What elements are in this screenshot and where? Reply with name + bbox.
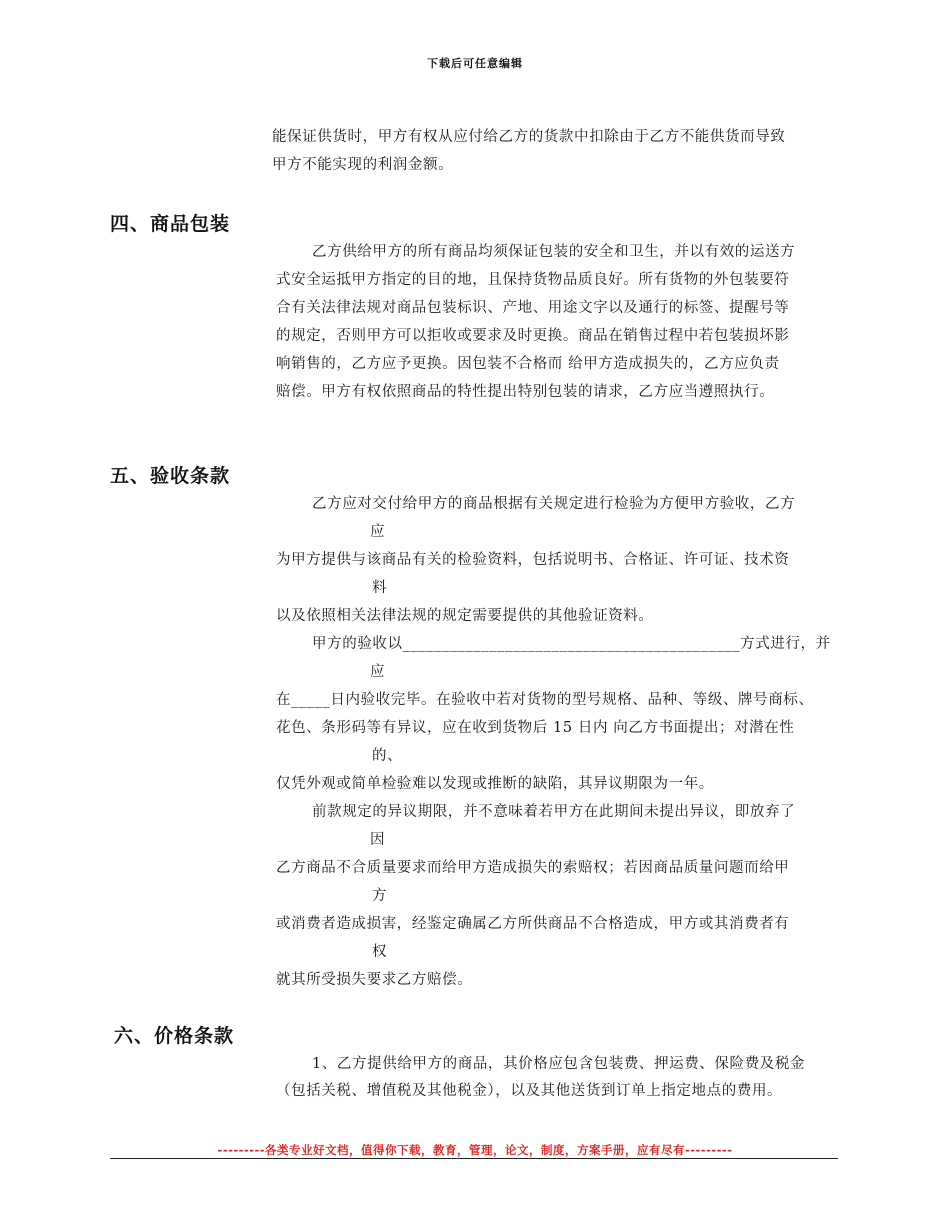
packaging-line: 响销售的，乙方应予更换。因包装不合格而 给甲方造成损失的，乙方应负责 — [276, 356, 780, 372]
packaging-line: 乙方供给甲方的所有商品均须保证包装的安全和卫生，并以有效的运送方 — [312, 244, 796, 260]
intro-line-1: 能保证供货时，甲方有权从应付给乙方的货款中扣除由于乙方不能供货而导致 — [272, 129, 786, 145]
acceptance-line: 料 — [372, 580, 388, 596]
acceptance-line: 甲方的验收以___________________________________________方式进行，并 — [312, 636, 831, 652]
acceptance-line: 花色、条形码等有异议，应在收到货物后 15 日内 向乙方书面提出；对潜在性 — [276, 720, 795, 736]
acceptance-line: 乙方应对交付给甲方的商品根据有关规定进行检验为方便甲方验收，乙方 — [312, 496, 796, 512]
packaging-line: 赔偿。甲方有权依照商品的特性提出特别包装的请求，乙方应当遵照执行。 — [276, 384, 775, 400]
acceptance-line: 方 — [372, 888, 388, 904]
acceptance-line: 因 — [370, 832, 386, 848]
acceptance-line: 或消费者造成损害，经鉴定确属乙方所供商品不合格造成，甲方或其消费者有 — [276, 916, 790, 932]
acceptance-line: 前款规定的异议期限，并不意味着若甲方在此期间未提出异议，即放弃了 — [312, 804, 796, 820]
section-heading-packaging: 四、商品包装 — [110, 213, 231, 235]
acceptance-line: 的、 — [372, 748, 403, 764]
acceptance-line: 权 — [372, 944, 388, 960]
acceptance-line: 为甲方提供与该商品有关的检验资料，包括说明书、合格证、许可证、技术资 — [276, 552, 790, 568]
acceptance-line: 在_____日内验收完毕。在验收中若对货物的型号规格、品种、等级、牌号商标、 — [276, 692, 814, 708]
intro-line-2: 甲方不能实现的利润金额。 — [272, 157, 454, 173]
acceptance-line: 应 — [370, 524, 386, 540]
section-heading-pricing: 六、价格条款 — [114, 1025, 235, 1047]
packaging-line: 的规定，否则甲方可以拒收或要求及时更换。商品在销售过程中若包装损坏影 — [276, 328, 790, 344]
packaging-line: 合有关法律法规对商品包装标识、产地、用途文字以及通行的标签、提醒号等 — [276, 300, 790, 316]
packaging-line: 式安全运抵甲方指定的目的地，且保持货物品质良好。所有货物的外包装要符 — [276, 272, 790, 288]
acceptance-line: 就其所受损失要求乙方赔偿。 — [276, 972, 473, 988]
footer-banner: ---------各类专业好文档，值得你下载，教育，管理，论文，制度，方案手册，应有尽有--------- — [217, 1143, 733, 1157]
acceptance-line: 应 — [370, 664, 386, 680]
page-header-note: 下载后可任意编辑 — [427, 57, 523, 70]
pricing-line: （包括关税、增值税及其他税金），以及其他送货到订单上指定地点的费用。 — [276, 1083, 783, 1099]
acceptance-line: 以及依照相关法律法规的规定需要提供的其他验证资料。 — [276, 608, 654, 624]
footer-rule — [110, 1158, 838, 1159]
acceptance-line: 仅凭外观或简单检验难以发现或推断的缺陷，其异议期限为一年。 — [276, 776, 714, 792]
pricing-line: 1、乙方提供给甲方的商品，其价格应包含包装费、押运费、保险费及税金 — [312, 1056, 806, 1072]
section-heading-acceptance: 五、验收条款 — [110, 465, 231, 487]
acceptance-line: 乙方商品不合质量要求而给甲方造成损失的索赔权；若因商品质量问题而给甲 — [276, 860, 790, 876]
